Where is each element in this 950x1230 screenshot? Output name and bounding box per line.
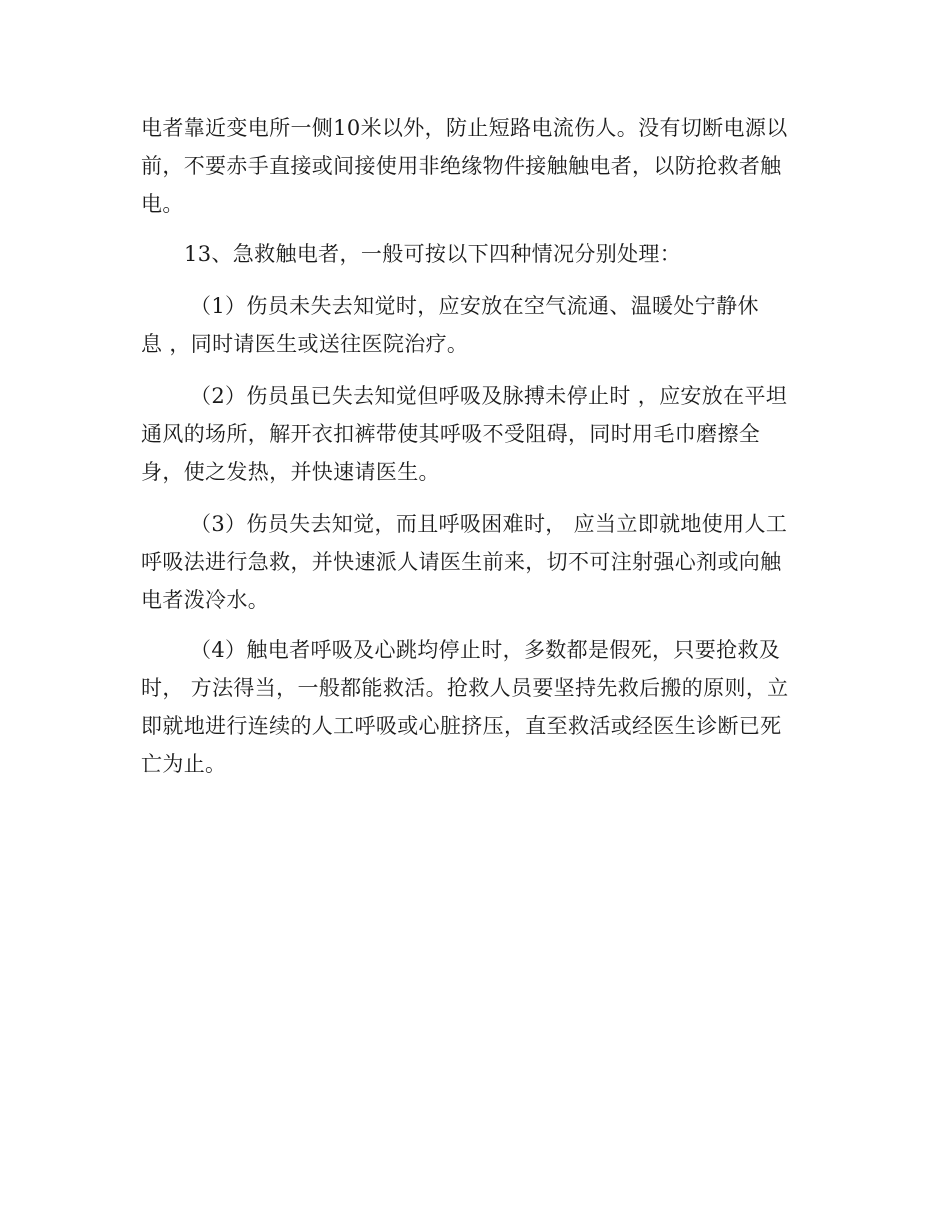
paragraph-1-line-3: 电。 [141,192,184,216]
paragraph-3-line-1: （1）伤员未失去知觉时，应安放在空气流通、温暖处宁静休 [190,294,759,318]
paragraph-5-line-1: （3）伤员失去知觉，而且呼吸困难时， 应当立即就地使用人工 [190,512,788,536]
paragraph-1-line-2: 前，不要赤手直接或间接使用非绝缘物件接触触电者，以防抢救者触 [141,154,782,178]
paragraph-1-line-1: 电者靠近变电所一侧10米以外，防止短路电流伤人。没有切断电源以 [141,116,788,140]
paragraph-5-line-3: 电者泼冷水。 [141,588,270,612]
paragraph-6-line-3: 即就地进行连续的人工呼吸或心脏挤压，直至救活或经医生诊断已死 [141,714,782,738]
paragraph-4-line-3: 身，使之发热，并快速请医生。 [141,460,440,484]
paragraph-6-line-2: 时， 方法得当，一般都能救活。抢救人员要坚持先救后搬的原则，立 [141,676,789,700]
paragraph-4-line-1: （2）伤员虽已失去知觉但呼吸及脉搏未停止时 ，应安放在平坦 [190,384,788,408]
paragraph-2-line-1: 13、急救触电者，一般可按以下四种情况分别处理： [184,242,682,266]
paragraph-6-line-1: （4）触电者呼吸及心跳均停止时，多数都是假死，只要抢救及 [190,638,781,662]
paragraph-6-line-4: 亡为止。 [141,752,227,776]
paragraph-4-line-2: 通风的场所，解开衣扣裤带使其呼吸不受阻碍，同时用毛巾磨擦全 [141,422,761,446]
paragraph-5-line-2: 呼吸法进行急救，并快速派人请医生前来，切不可注射强心剂或向触 [141,550,782,574]
paragraph-3-line-2: 息 ，同时请医生或送往医院治疗。 [141,332,469,356]
